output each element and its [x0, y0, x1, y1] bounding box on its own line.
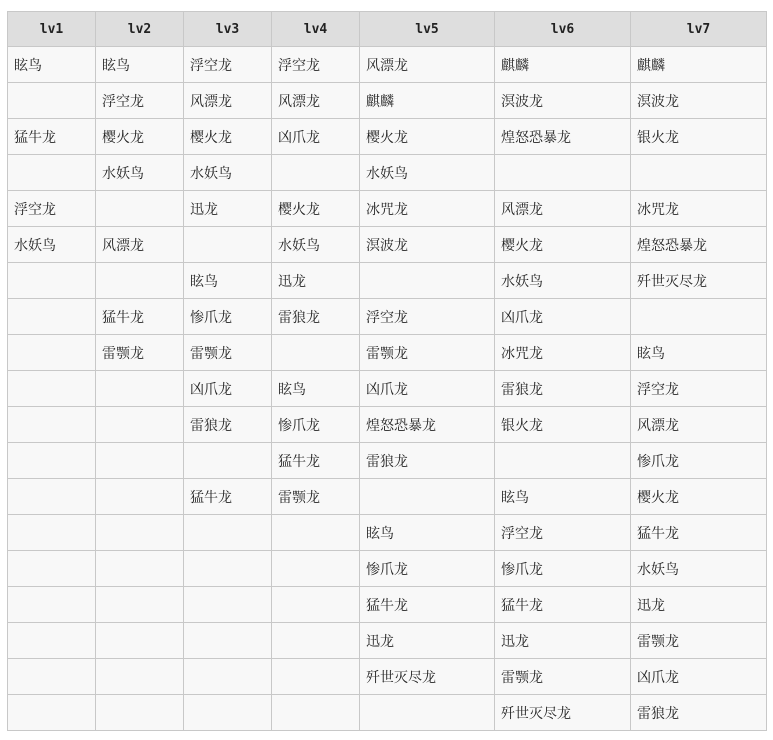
- table-cell: 惨爪龙: [272, 407, 360, 443]
- table-cell: 浮空龙: [184, 47, 272, 83]
- table-row: [8, 155, 767, 191]
- table-cell: [8, 299, 96, 335]
- table-cell: [96, 479, 184, 515]
- table-row: [8, 227, 767, 263]
- table-row: [8, 335, 767, 371]
- table-cell: [184, 659, 272, 695]
- table-cell: 眩鸟: [495, 479, 631, 515]
- table-cell: 风漂龙: [272, 83, 360, 119]
- table-cell: [96, 371, 184, 407]
- table-cell: 水妖鸟: [631, 551, 767, 587]
- table-cell: 猛牛龙: [360, 587, 495, 623]
- table-cell: 歼世灭尽龙: [360, 659, 495, 695]
- table-cell: 麒麟: [631, 47, 767, 83]
- table-cell: [8, 551, 96, 587]
- table-cell: [272, 695, 360, 731]
- table-cell: 雷狼龙: [272, 299, 360, 335]
- table-cell: 煌怒恐暴龙: [360, 407, 495, 443]
- table-cell: 迅龙: [360, 623, 495, 659]
- table-row: [8, 659, 767, 695]
- table-cell: 凶爪龙: [360, 371, 495, 407]
- monster-table-container: [7, 11, 767, 731]
- table-cell: [184, 551, 272, 587]
- table-cell: 眩鸟: [360, 515, 495, 551]
- table-cell: [184, 515, 272, 551]
- table-row: [8, 623, 767, 659]
- table-cell: [96, 443, 184, 479]
- table-cell: 雷颚龙: [631, 623, 767, 659]
- table-cell: 惨爪龙: [495, 551, 631, 587]
- table-cell: [184, 587, 272, 623]
- table-cell: 凶爪龙: [184, 371, 272, 407]
- table-cell: 猛牛龙: [631, 515, 767, 551]
- table-cell: [360, 479, 495, 515]
- table-cell: 雷狼龙: [495, 371, 631, 407]
- table-cell: 浮空龙: [8, 191, 96, 227]
- table-cell: [96, 263, 184, 299]
- table-cell: 惨爪龙: [360, 551, 495, 587]
- table-cell: [96, 407, 184, 443]
- table-cell: 眩鸟: [184, 263, 272, 299]
- table-cell: 惨爪龙: [184, 299, 272, 335]
- table-cell: 惨爪龙: [631, 443, 767, 479]
- table-cell: 浮空龙: [96, 83, 184, 119]
- table-cell: 水妖鸟: [8, 227, 96, 263]
- table-cell: [272, 155, 360, 191]
- table-cell: [8, 83, 96, 119]
- table-cell: 樱火龙: [184, 119, 272, 155]
- table-cell: 溟波龙: [631, 83, 767, 119]
- table-row: [8, 299, 767, 335]
- table-cell: 樱火龙: [272, 191, 360, 227]
- table-cell: 风漂龙: [96, 227, 184, 263]
- table-cell: 樱火龙: [631, 479, 767, 515]
- table-row: [8, 371, 767, 407]
- table-body: [8, 47, 767, 731]
- table-cell: [8, 155, 96, 191]
- table-cell: [272, 587, 360, 623]
- table-cell: [96, 587, 184, 623]
- table-cell: [96, 191, 184, 227]
- table-row: [8, 47, 767, 83]
- table-cell: 煌怒恐暴龙: [495, 119, 631, 155]
- table-cell: 风漂龙: [360, 47, 495, 83]
- table-cell: [8, 515, 96, 551]
- table-cell: 歼世灭尽龙: [631, 263, 767, 299]
- table-cell: 雷颚龙: [184, 335, 272, 371]
- table-cell: 樱火龙: [360, 119, 495, 155]
- table-cell: 樱火龙: [96, 119, 184, 155]
- table-cell: [8, 335, 96, 371]
- table-row: [8, 515, 767, 551]
- table-cell: [96, 515, 184, 551]
- table-cell: [360, 695, 495, 731]
- table-cell: [495, 443, 631, 479]
- table-cell: [184, 695, 272, 731]
- table-cell: 眩鸟: [272, 371, 360, 407]
- table-row: [8, 695, 767, 731]
- table-cell: 银火龙: [495, 407, 631, 443]
- table-cell: 猛牛龙: [495, 587, 631, 623]
- table-cell: 冰咒龙: [360, 191, 495, 227]
- column-header-lv1: lv1: [8, 12, 96, 47]
- table-cell: 迅龙: [631, 587, 767, 623]
- table-cell: [8, 623, 96, 659]
- column-header-lv2: lv2: [96, 12, 184, 47]
- table-cell: 煌怒恐暴龙: [631, 227, 767, 263]
- table-cell: 风漂龙: [495, 191, 631, 227]
- column-header-lv7: lv7: [631, 12, 767, 47]
- table-cell: 雷颚龙: [495, 659, 631, 695]
- table-cell: 雷狼龙: [360, 443, 495, 479]
- table-cell: 雷颚龙: [272, 479, 360, 515]
- table-cell: 眩鸟: [96, 47, 184, 83]
- column-header-lv3: lv3: [184, 12, 272, 47]
- table-cell: 迅龙: [272, 263, 360, 299]
- table-cell: 雷颚龙: [96, 335, 184, 371]
- table-cell: [272, 515, 360, 551]
- table-cell: 浮空龙: [360, 299, 495, 335]
- table-cell: [96, 695, 184, 731]
- table-cell: 歼世灭尽龙: [495, 695, 631, 731]
- table-cell: 溟波龙: [495, 83, 631, 119]
- table-row: [8, 479, 767, 515]
- table-row: [8, 83, 767, 119]
- table-cell: 风漂龙: [184, 83, 272, 119]
- table-cell: [8, 371, 96, 407]
- table-cell: 冰咒龙: [631, 191, 767, 227]
- table-row: [8, 407, 767, 443]
- table-row: [8, 119, 767, 155]
- table-cell: 水妖鸟: [495, 263, 631, 299]
- table-cell: 浮空龙: [495, 515, 631, 551]
- table-cell: [8, 479, 96, 515]
- table-cell: 凶爪龙: [495, 299, 631, 335]
- table-cell: 雷狼龙: [631, 695, 767, 731]
- table-header: [8, 12, 767, 47]
- table-row: [8, 443, 767, 479]
- column-header-lv5: lv5: [360, 12, 495, 47]
- table-cell: 水妖鸟: [272, 227, 360, 263]
- header-row: [8, 12, 767, 47]
- table-cell: 雷狼龙: [184, 407, 272, 443]
- table-cell: 樱火龙: [495, 227, 631, 263]
- monster-level-table: [7, 11, 767, 731]
- table-cell: 猛牛龙: [96, 299, 184, 335]
- column-header-lv6: lv6: [495, 12, 631, 47]
- table-cell: [272, 551, 360, 587]
- table-cell: 水妖鸟: [184, 155, 272, 191]
- table-cell: 凶爪龙: [631, 659, 767, 695]
- table-cell: [8, 263, 96, 299]
- table-cell: 冰咒龙: [495, 335, 631, 371]
- table-row: [8, 587, 767, 623]
- table-cell: [495, 155, 631, 191]
- table-cell: 麒麟: [495, 47, 631, 83]
- table-cell: [8, 659, 96, 695]
- table-cell: 凶爪龙: [272, 119, 360, 155]
- table-cell: [8, 587, 96, 623]
- table-cell: [96, 623, 184, 659]
- table-cell: 猛牛龙: [8, 119, 96, 155]
- table-cell: [8, 407, 96, 443]
- table-cell: 浮空龙: [272, 47, 360, 83]
- table-cell: 水妖鸟: [96, 155, 184, 191]
- table-cell: 眩鸟: [631, 335, 767, 371]
- table-row: [8, 551, 767, 587]
- table-cell: [8, 695, 96, 731]
- table-cell: 猛牛龙: [272, 443, 360, 479]
- table-cell: [8, 443, 96, 479]
- table-cell: 迅龙: [495, 623, 631, 659]
- table-row: [8, 263, 767, 299]
- table-cell: 水妖鸟: [360, 155, 495, 191]
- table-cell: [184, 227, 272, 263]
- table-cell: [272, 335, 360, 371]
- table-cell: [631, 299, 767, 335]
- table-cell: 麒麟: [360, 83, 495, 119]
- table-cell: 银火龙: [631, 119, 767, 155]
- table-cell: [96, 551, 184, 587]
- table-cell: 溟波龙: [360, 227, 495, 263]
- table-cell: 迅龙: [184, 191, 272, 227]
- table-cell: [184, 623, 272, 659]
- column-header-lv4: lv4: [272, 12, 360, 47]
- table-cell: 浮空龙: [631, 371, 767, 407]
- table-cell: [631, 155, 767, 191]
- table-cell: 风漂龙: [631, 407, 767, 443]
- table-cell: 雷颚龙: [360, 335, 495, 371]
- table-row: [8, 191, 767, 227]
- table-cell: [184, 443, 272, 479]
- table-cell: [96, 659, 184, 695]
- table-cell: [272, 623, 360, 659]
- table-cell: 猛牛龙: [184, 479, 272, 515]
- table-cell: [360, 263, 495, 299]
- table-cell: [272, 659, 360, 695]
- table-cell: 眩鸟: [8, 47, 96, 83]
